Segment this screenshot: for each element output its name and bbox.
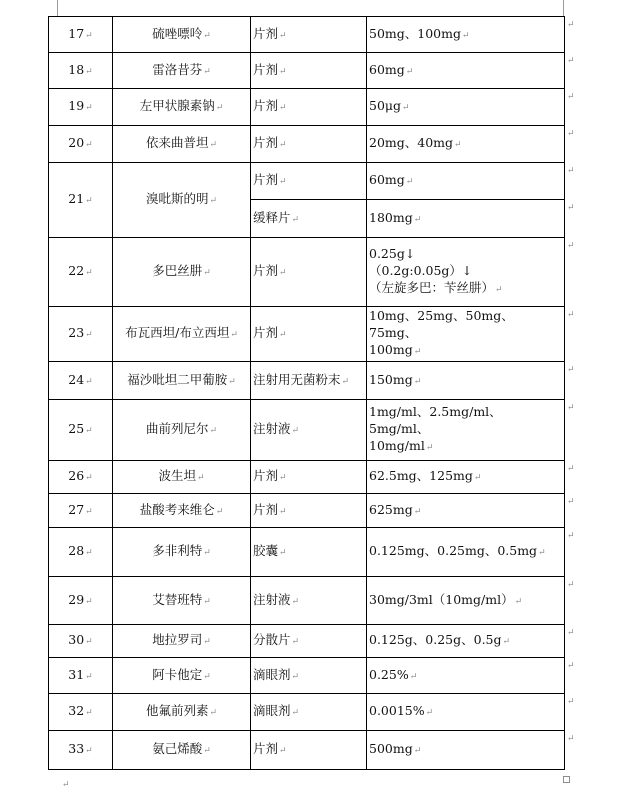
dosage-form-cell[interactable] xyxy=(251,362,367,400)
drug-name: 他氟前列素 xyxy=(145,703,209,718)
drug-name-cell[interactable] xyxy=(113,400,251,461)
specification-text: 10mg、25mg、50mg、75mg、 xyxy=(369,308,514,340)
specification-line xyxy=(369,437,562,457)
specification-cell[interactable] xyxy=(367,307,565,362)
table-row xyxy=(49,362,565,400)
row-end-mark: ↵ xyxy=(567,241,575,251)
specification-line xyxy=(369,631,562,651)
specification-text: 60mg xyxy=(369,172,405,187)
row-number: 21 xyxy=(68,191,85,206)
row-number-cell[interactable] xyxy=(49,89,113,126)
table-row xyxy=(49,163,565,200)
drug-name-cell[interactable] xyxy=(113,731,251,770)
paragraph-mark: ↵ xyxy=(203,66,211,77)
row-number: 31 xyxy=(68,666,85,682)
dosage-form-cell[interactable] xyxy=(251,163,367,200)
drug-name-cell[interactable] xyxy=(113,625,251,658)
table-row xyxy=(49,694,565,731)
paragraph-mark: ↵ xyxy=(279,506,287,517)
drug-name-cell[interactable] xyxy=(113,694,251,731)
specification-text: 100mg xyxy=(369,342,413,357)
paragraph-mark: ↵ xyxy=(291,426,300,436)
drug-name-cell[interactable] xyxy=(113,53,251,89)
row-number-cell[interactable] xyxy=(49,238,113,307)
table-row xyxy=(49,528,565,577)
specification-cell[interactable] xyxy=(367,494,565,528)
table-row xyxy=(49,238,565,307)
specification-text: 62.5mg、125mg xyxy=(369,468,473,483)
drug-name: 硫唑嘌呤 xyxy=(152,25,203,41)
row-end-mark: ↵ xyxy=(567,92,575,102)
dosage-form-cell[interactable] xyxy=(251,625,367,658)
paragraph-mark: ↵ xyxy=(495,285,503,295)
row-number-cell[interactable] xyxy=(49,362,113,400)
table-row xyxy=(49,400,565,461)
specification-text: 60mg xyxy=(369,61,405,77)
paragraph-mark: ↵ xyxy=(209,140,218,150)
paragraph-mark: ↵ xyxy=(203,548,211,558)
paragraph-mark: ↵ xyxy=(209,196,218,206)
dosage-form: 片剂 xyxy=(253,501,279,517)
dosage-form: 片剂 xyxy=(253,25,279,41)
paragraph-mark: ↵ xyxy=(209,426,218,436)
specification-line xyxy=(369,740,562,760)
row-end-mark: ↵ xyxy=(567,365,575,375)
specification-line xyxy=(369,666,562,686)
drug-name: 波生坦 xyxy=(158,468,196,483)
paragraph-mark: ↵ xyxy=(502,637,511,647)
drug-name-cell[interactable] xyxy=(113,362,251,400)
specification-line xyxy=(369,501,562,521)
table-row xyxy=(49,577,565,625)
drug-name: 福沙吡坦二甲葡胺 xyxy=(127,371,228,387)
row-number: 18 xyxy=(68,61,85,77)
drug-name-cell[interactable] xyxy=(113,658,251,694)
row-end-mark: ↵ xyxy=(567,628,575,638)
dosage-form: 片剂 xyxy=(253,263,279,278)
paragraph-mark: ↵ xyxy=(209,708,218,718)
specification-line xyxy=(369,279,562,299)
paragraph-mark: ↵ xyxy=(279,548,287,558)
table-row xyxy=(49,658,565,694)
drug-name-cell[interactable] xyxy=(113,89,251,126)
paragraph-mark: ↵ xyxy=(538,548,546,558)
row-number-cell[interactable] xyxy=(49,731,113,770)
specification-line xyxy=(369,341,562,361)
drug-name-cell[interactable] xyxy=(113,17,251,53)
paragraph-mark: ↵ xyxy=(413,376,422,387)
row-end-mark: ↵ xyxy=(567,697,575,707)
table-resize-handle[interactable] xyxy=(563,776,570,783)
table-row xyxy=(49,461,565,494)
specification-text: （左旋多巴：苄丝肼） xyxy=(369,280,495,295)
drug-name-cell[interactable] xyxy=(113,126,251,163)
specification-text: 0.25% xyxy=(369,666,409,682)
row-number-cell[interactable] xyxy=(49,400,113,461)
table-body xyxy=(49,17,565,770)
specification-text: 1mg/ml、2.5mg/ml、5mg/ml、 xyxy=(369,404,502,436)
dosage-form-cell[interactable] xyxy=(251,494,367,528)
specification-line xyxy=(369,134,562,154)
dosage-form-cell[interactable] xyxy=(251,200,367,238)
row-number: 22 xyxy=(68,263,85,278)
dosage-form-cell[interactable] xyxy=(251,528,367,577)
page-margin-left xyxy=(57,0,58,16)
dosage-form-cell[interactable] xyxy=(251,238,367,307)
drug-name: 曲前列尼尔 xyxy=(145,421,209,436)
drug-name-cell[interactable] xyxy=(113,307,251,362)
paragraph-mark: ↵ xyxy=(413,746,422,756)
table-row xyxy=(49,494,565,528)
dosage-form: 注射液 xyxy=(253,421,291,436)
specification-text: 30mg/3ml（10mg/ml） xyxy=(369,591,514,607)
dosage-form: 注射用无菌粉末 xyxy=(253,371,341,387)
paragraph-mark: ↵ xyxy=(405,177,414,187)
paragraph-mark: ↵ xyxy=(279,140,287,150)
dosage-form: 片剂 xyxy=(253,98,279,113)
drug-spec-table xyxy=(48,16,565,770)
paragraph-mark: ↵ xyxy=(85,66,93,77)
row-end-mark: ↵ xyxy=(567,497,575,507)
specification-text: 180mg xyxy=(369,209,413,225)
drug-name: 盐酸考来维仑 xyxy=(139,501,215,517)
dosage-form: 片剂 xyxy=(253,325,279,340)
paragraph-mark: ↵ xyxy=(402,103,410,113)
dosage-form: 滴眼剂 xyxy=(253,666,291,682)
paragraph-mark: ↵ xyxy=(291,671,300,682)
paragraph-mark: ↵ xyxy=(279,30,287,41)
specification-text: 150mg xyxy=(369,371,413,387)
drug-name: 艾替班特 xyxy=(152,591,203,607)
drug-name: 阿卡他定 xyxy=(152,666,203,682)
row-number-cell[interactable] xyxy=(49,528,113,577)
paragraph-mark: ↵ xyxy=(291,708,300,718)
row-number-cell[interactable] xyxy=(49,694,113,731)
dosage-form: 分散片 xyxy=(253,632,291,647)
paragraph-mark: ↵ xyxy=(230,330,238,340)
drug-name-cell[interactable] xyxy=(113,238,251,307)
paragraph-mark: ↵ xyxy=(413,347,422,357)
specification-text: 500mg xyxy=(369,741,413,756)
table-row xyxy=(49,126,565,163)
dosage-form: 片剂 xyxy=(253,741,279,756)
specification-line xyxy=(369,307,562,341)
paragraph-mark: ↵ xyxy=(341,376,350,387)
row-number: 24 xyxy=(68,371,85,387)
paragraph-mark: ↵ xyxy=(454,140,462,150)
drug-name: 雷洛昔芬 xyxy=(152,61,203,77)
table-row xyxy=(49,17,565,53)
paragraph-mark: ↵ xyxy=(85,376,93,387)
paragraph-mark: ↵ xyxy=(85,30,93,41)
table-row xyxy=(49,89,565,126)
paragraph-mark: ↵ xyxy=(279,473,287,483)
paragraph-mark: ↵ xyxy=(85,671,93,682)
row-number: 33 xyxy=(68,741,85,756)
dosage-form-cell[interactable] xyxy=(251,577,367,625)
paragraph-mark: ↵ xyxy=(85,473,93,483)
specification-cell[interactable] xyxy=(367,400,565,461)
row-number-cell[interactable] xyxy=(49,17,113,53)
dosage-form-cell[interactable] xyxy=(251,731,367,770)
specification-cell[interactable] xyxy=(367,238,565,307)
specification-cell[interactable] xyxy=(367,577,565,625)
paragraph-end-mark: ↵ xyxy=(62,780,70,790)
specification-text: 50μg xyxy=(369,98,402,113)
paragraph-mark: ↵ xyxy=(279,330,287,340)
drug-name: 多非利特 xyxy=(152,543,203,558)
dosage-form: 滴眼剂 xyxy=(253,703,291,718)
paragraph-mark: ↵ xyxy=(215,506,224,517)
paragraph-mark: ↵ xyxy=(405,66,414,77)
row-number: 30 xyxy=(68,632,85,647)
paragraph-mark: ↵ xyxy=(85,746,93,756)
specification-cell[interactable] xyxy=(367,53,565,89)
specification-line xyxy=(369,702,562,722)
specification-text: 0.0015% xyxy=(369,703,425,718)
drug-name-cell[interactable] xyxy=(113,494,251,528)
row-number: 26 xyxy=(68,468,85,483)
row-number-cell[interactable] xyxy=(49,625,113,658)
paragraph-mark: ↵ xyxy=(215,103,224,113)
specification-line xyxy=(369,61,562,81)
paragraph-mark: ↵ xyxy=(514,596,523,607)
specification-text: 0.125mg、0.25mg、0.5mg xyxy=(369,543,538,558)
row-end-mark: ↵ xyxy=(567,129,575,139)
row-number-cell[interactable] xyxy=(49,494,113,528)
dosage-form-cell[interactable] xyxy=(251,307,367,362)
row-number-cell[interactable] xyxy=(49,577,113,625)
dosage-form: 片剂 xyxy=(253,172,279,187)
row-number: 28 xyxy=(68,543,85,558)
paragraph-mark: ↵ xyxy=(203,637,211,647)
specification-text: 0.25g↓ xyxy=(369,246,416,261)
specification-cell[interactable] xyxy=(367,694,565,731)
row-number-cell[interactable] xyxy=(49,461,113,494)
paragraph-mark: ↵ xyxy=(85,330,93,340)
row-number: 29 xyxy=(68,591,85,607)
specification-text: 625mg xyxy=(369,501,413,517)
dosage-form: 胶囊 xyxy=(253,543,279,558)
paragraph-mark: ↵ xyxy=(413,214,422,225)
paragraph-mark: ↵ xyxy=(85,548,93,558)
specification-text: 0.125g、0.25g、0.5g xyxy=(369,632,502,647)
specification-cell[interactable] xyxy=(367,17,565,53)
row-end-mark: ↵ xyxy=(567,403,575,413)
page-margin-right xyxy=(563,0,564,16)
paragraph-mark: ↵ xyxy=(291,637,300,647)
row-end-mark: ↵ xyxy=(567,20,575,30)
paragraph-mark: ↵ xyxy=(203,596,211,607)
paragraph-mark: ↵ xyxy=(85,708,93,718)
drug-name: 依来曲普坦 xyxy=(145,135,209,150)
specification-cell[interactable] xyxy=(367,731,565,770)
specification-line xyxy=(369,542,562,562)
paragraph-mark: ↵ xyxy=(85,637,93,647)
specification-line xyxy=(369,467,562,487)
paragraph-mark: ↵ xyxy=(425,443,434,453)
row-end-mark: ↵ xyxy=(567,464,575,474)
specification-line xyxy=(369,97,562,117)
specification-line xyxy=(369,371,562,391)
specification-cell[interactable] xyxy=(367,658,565,694)
paragraph-mark: ↵ xyxy=(203,268,211,278)
specification-cell[interactable] xyxy=(367,461,565,494)
specification-cell[interactable] xyxy=(367,200,565,238)
paragraph-mark: ↵ xyxy=(85,596,93,607)
row-number: 19 xyxy=(68,98,85,113)
row-end-mark: ↵ xyxy=(567,310,575,320)
specification-line xyxy=(369,262,562,279)
specification-cell[interactable] xyxy=(367,126,565,163)
row-number-cell[interactable] xyxy=(49,126,113,163)
specification-line xyxy=(369,171,562,191)
row-number-cell[interactable] xyxy=(49,53,113,89)
dosage-form: 片剂 xyxy=(253,61,279,77)
paragraph-mark: ↵ xyxy=(228,376,236,387)
paragraph-mark: ↵ xyxy=(279,746,287,756)
specification-line xyxy=(369,245,562,262)
paragraph-mark: ↵ xyxy=(203,30,211,41)
dosage-form-cell[interactable] xyxy=(251,658,367,694)
row-number: 23 xyxy=(68,325,85,340)
specification-text: 20mg、40mg xyxy=(369,135,454,150)
row-number: 25 xyxy=(68,421,85,436)
paragraph-mark: ↵ xyxy=(203,671,211,682)
paragraph-mark: ↵ xyxy=(85,103,93,113)
specification-cell[interactable] xyxy=(367,89,565,126)
paragraph-mark: ↵ xyxy=(85,426,93,436)
dosage-form-cell[interactable] xyxy=(251,694,367,731)
dosage-form: 注射液 xyxy=(253,591,291,607)
dosage-form: 片剂 xyxy=(253,135,279,150)
specification-line xyxy=(369,25,562,45)
dosage-form-cell[interactable] xyxy=(251,17,367,53)
paragraph-mark: ↵ xyxy=(279,177,287,187)
paragraph-mark: ↵ xyxy=(85,196,93,206)
drug-name: 溴吡斯的明 xyxy=(145,191,209,206)
row-end-mark: ↵ xyxy=(567,56,575,66)
row-end-mark: ↵ xyxy=(567,531,575,541)
paragraph-mark: ↵ xyxy=(85,140,93,150)
dosage-form-cell[interactable] xyxy=(251,53,367,89)
row-end-mark: ↵ xyxy=(567,661,575,671)
paragraph-mark: ↵ xyxy=(473,473,482,483)
drug-name-cell[interactable] xyxy=(113,461,251,494)
row-number-cell[interactable] xyxy=(49,307,113,362)
paragraph-mark: ↵ xyxy=(291,596,300,607)
paragraph-mark: ↵ xyxy=(196,473,205,483)
drug-name-cell[interactable] xyxy=(113,163,251,238)
row-end-mark: ↵ xyxy=(567,734,575,744)
specification-cell[interactable] xyxy=(367,528,565,577)
drug-name-cell[interactable] xyxy=(113,528,251,577)
dosage-form: 缓释片 xyxy=(253,209,291,225)
row-number: 27 xyxy=(68,501,85,517)
table-row xyxy=(49,731,565,770)
table-row xyxy=(49,307,565,362)
specification-line xyxy=(369,403,562,437)
specification-cell[interactable] xyxy=(367,625,565,658)
specification-line xyxy=(369,591,562,611)
paragraph-mark: ↵ xyxy=(279,66,287,77)
dosage-form: 片剂 xyxy=(253,468,279,483)
row-end-mark: ↵ xyxy=(567,203,575,213)
row-number: 17 xyxy=(68,25,85,41)
dosage-form-cell[interactable] xyxy=(251,89,367,126)
specification-text: （0.2g:0.05g）↓ xyxy=(369,263,473,278)
dosage-form-cell[interactable] xyxy=(251,126,367,163)
row-number-cell[interactable] xyxy=(49,163,113,238)
drug-name: 氨己烯酸 xyxy=(152,741,203,756)
row-end-mark: ↵ xyxy=(567,166,575,176)
specification-cell[interactable] xyxy=(367,362,565,400)
dosage-form-cell[interactable] xyxy=(251,461,367,494)
row-number-cell[interactable] xyxy=(49,658,113,694)
drug-name: 布瓦西坦/布立西坦 xyxy=(125,325,230,340)
row-number: 20 xyxy=(68,135,85,150)
drug-name: 多巴丝肼 xyxy=(152,263,203,278)
drug-name-cell[interactable] xyxy=(113,577,251,625)
specification-cell[interactable] xyxy=(367,163,565,200)
paragraph-mark: ↵ xyxy=(85,506,93,517)
paragraph-mark: ↵ xyxy=(203,746,211,756)
paragraph-mark: ↵ xyxy=(279,103,287,113)
paragraph-mark: ↵ xyxy=(85,268,93,278)
paragraph-mark: ↵ xyxy=(413,506,422,517)
paragraph-mark: ↵ xyxy=(409,671,418,682)
specification-text: 50mg、100mg xyxy=(369,25,461,41)
row-end-mark: ↵ xyxy=(567,580,575,590)
specification-text: 10mg/ml xyxy=(369,438,425,453)
table-row xyxy=(49,53,565,89)
row-number: 32 xyxy=(68,703,85,718)
paragraph-mark: ↵ xyxy=(461,30,470,41)
drug-name: 左甲状腺素钠 xyxy=(139,98,215,113)
paragraph-mark: ↵ xyxy=(279,268,287,278)
drug-name: 地拉罗司 xyxy=(152,632,203,647)
dosage-form-cell[interactable] xyxy=(251,400,367,461)
paragraph-mark: ↵ xyxy=(291,214,300,225)
paragraph-mark: ↵ xyxy=(425,708,434,718)
specification-line xyxy=(369,209,562,229)
table-row xyxy=(49,625,565,658)
